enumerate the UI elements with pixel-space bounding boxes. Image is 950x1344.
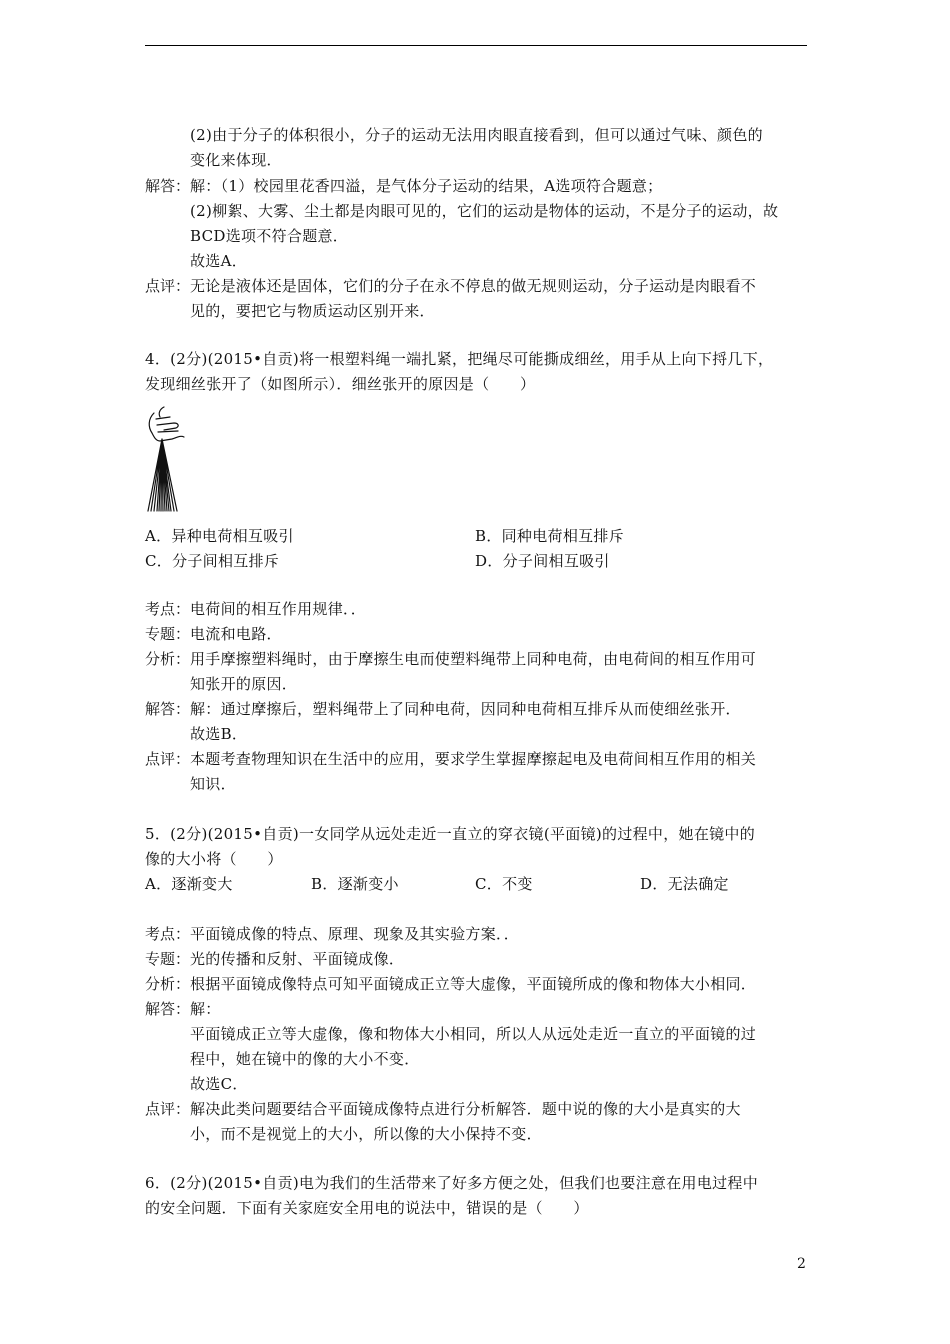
q5-kaodian-label: 考点： [145, 925, 191, 943]
q4-dianping-line2: 知识． [190, 775, 236, 793]
q5-stem-line1: 5．(2分)(2015•自贡)一女同学从远处走近一直立的穿衣镜(平面镜)的过程中，她在镜中的 [145, 825, 756, 843]
q4-fenxi-label: 分析： [145, 650, 191, 668]
q5-stem-line2: 像的大小将（ ） [145, 850, 283, 868]
q3-answer-line3: BCD选项不符合题意． [190, 227, 349, 245]
q5-dianping-line1: 解决此类问题要结合平面镜成像特点进行分析解答．题中说的像的大小是真实的大 [190, 1100, 741, 1118]
q5-option-c: C．不变 [475, 875, 533, 893]
q5-jieda-line1: 解： [190, 1000, 221, 1018]
q3-answer-line1: 解：（1）校园里花香四溢，是气体分子运动的结果，A选项符合题意； [190, 177, 663, 195]
q3-comment-line2: 见的，要把它与物质运动区别开来． [190, 302, 435, 320]
q5-zhuanti: 光的传播和反射、平面镜成像． [190, 950, 405, 968]
q4-option-b: B．同种电荷相互排斥 [475, 527, 625, 545]
q5-jieda-line3: 程中，她在镜中的像的大小不变． [190, 1050, 420, 1068]
q5-fenxi-label: 分析： [145, 975, 191, 993]
q3-answer-line2: (2)柳絮、大雾、尘土都是肉眼可见的，它们的运动是物体的运动，不是分子的运动，故 [190, 202, 779, 220]
q4-jieda-label: 解答： [145, 700, 191, 718]
q4-fenxi-line1: 用手摩擦塑料绳时，由于摩擦生电而使塑料绳带上同种电荷，由电荷间的相互作用可 [190, 650, 757, 668]
page-number: 2 [797, 1256, 806, 1272]
hand-thumb [159, 407, 164, 417]
q5-jieda-line4: 故选C． [190, 1075, 248, 1093]
q4-jieda-line1: 解：通过摩擦后，塑料绳带上了同种电荷，因同种电荷相互排斥从而使细丝张开． [190, 700, 741, 718]
q3-answer-label: 解答： [145, 177, 191, 195]
q5-jieda-line2: 平面镜成正立等大虚像，像和物体大小相同，所以人从远处走近一直立的平面镜的过 [190, 1025, 757, 1043]
q4-option-d: D．分子间相互吸引 [475, 552, 610, 570]
plastic-strands-figure [144, 405, 190, 513]
q6-stem-line1: 6．(2分)(2015•自贡)电为我们的生活带来了好多方便之处，但我们也要注意在用电过程中 [145, 1174, 759, 1192]
q5-zhuanti-label: 专题： [145, 950, 191, 968]
q4-stem-line1: 4．(2分)(2015•自贡)将一根塑料绳一端扎紧，把绳尽可能撕成细丝，用手从上向下捋几下， [145, 350, 774, 368]
q3-comment-label: 点评： [145, 277, 191, 295]
q4-zhuanti: 电流和电路． [190, 625, 282, 643]
q5-jieda-label: 解答： [145, 1000, 191, 1018]
q4-kaodian-label: 考点： [145, 600, 191, 618]
q4-zhuanti-label: 专题： [145, 625, 191, 643]
header-rule [145, 45, 807, 46]
q4-stem-line2: 发现细丝张开了（如图所示）．细丝张开的原因是（ ） [145, 375, 536, 393]
q3-analysis-line2: 变化来体现． [190, 151, 282, 169]
q5-option-b: B．逐渐变小 [311, 875, 399, 893]
q6-stem-line2: 的安全问题．下面有关家庭安全用电的说法中，错误的是（ ） [145, 1199, 589, 1217]
q5-dianping-label: 点评： [145, 1100, 191, 1118]
q4-kaodian: 电荷间的相互作用规律．． [190, 600, 367, 618]
q3-comment-line1: 无论是液体还是固体，它们的分子在永不停息的做无规则运动，分子运动是肉眼看不 [190, 277, 757, 295]
q5-dianping-line2: 小，而不是视觉上的大小，所以像的大小保持不变． [190, 1125, 542, 1143]
hand-fingers [156, 417, 178, 432]
q5-option-d: D．无法确定 [640, 875, 729, 893]
q5-option-a: A．逐渐变大 [145, 875, 233, 893]
q4-option-c: C．分子间相互排斥 [145, 552, 280, 570]
q5-kaodian: 平面镜成像的特点、原理、现象及其实验方案．． [190, 925, 520, 943]
q4-option-a: A．异种电荷相互吸引 [145, 527, 294, 545]
q4-dianping-label: 点评： [145, 750, 191, 768]
q5-fenxi-line1: 根据平面镜成像特点可知平面镜成正立等大虚像，平面镜所成的像和物体大小相同． [190, 975, 757, 993]
strands [148, 439, 177, 511]
q4-fenxi-line2: 知张开的原因． [190, 675, 298, 693]
q3-answer-line4: 故选A． [190, 252, 248, 270]
q3-analysis-line1: (2)由于分子的体积很小，分子的运动无法用肉眼直接看到，但可以通过气味、颜色的 [190, 126, 763, 144]
q4-dianping-line1: 本题考查物理知识在生活中的应用，要求学生掌握摩擦起电及电荷间相互作用的相关 [190, 750, 757, 768]
q4-jieda-line2: 故选B． [190, 725, 248, 743]
